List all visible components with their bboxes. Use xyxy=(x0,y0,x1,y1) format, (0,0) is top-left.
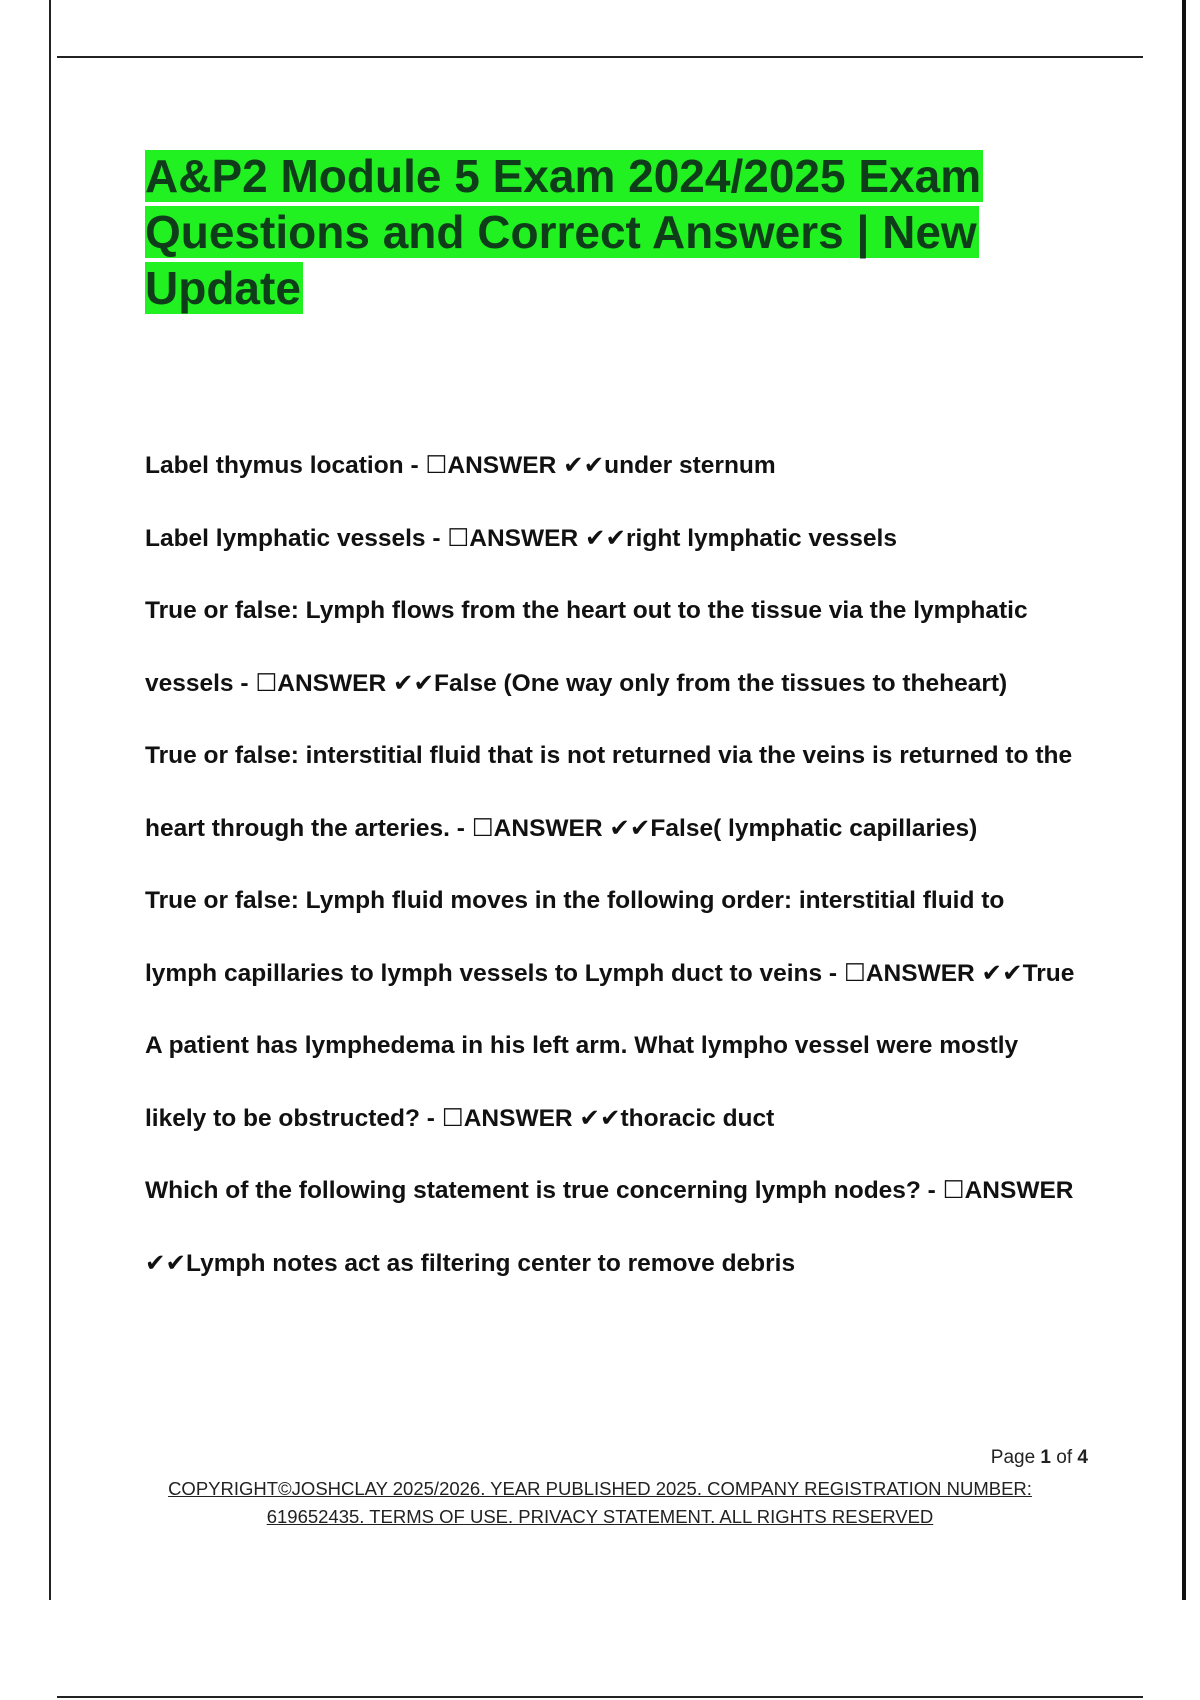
page-border-right xyxy=(1182,0,1186,1600)
copyright-notice xyxy=(140,1475,1060,1531)
page-total: 4 xyxy=(1077,1447,1088,1468)
bottom-rule xyxy=(57,1696,1143,1698)
qa-line: heart through the arteries. - ☐ANSWER ✔✔False( lymphatic capillaries) xyxy=(145,814,978,842)
qa-line: likely to be obstructed? - ☐ANSWER ✔✔thoracic duct xyxy=(145,1104,775,1132)
page-current: 1 xyxy=(1040,1447,1051,1468)
document-title xyxy=(145,148,1045,316)
page-label: Page xyxy=(990,1447,1036,1468)
qa-line: vessels - ☐ANSWER ✔✔False (One way only from the tissues to theheart) xyxy=(145,669,1008,697)
title-line: A&P2 Module 5 Exam 2024/2025 Exam xyxy=(145,150,982,202)
qa-line: A patient has lymphedema in his left arm. What lympho vessel were mostly xyxy=(145,1032,1019,1059)
header-rule xyxy=(57,56,1143,58)
qa-line: Which of the following statement is true concerning lymph nodes? - ☐ANSWER xyxy=(145,1177,1074,1204)
page-of: of xyxy=(1056,1447,1073,1468)
copyright-line: COPYRIGHT©JOSHCLAY 2025/2026. YEAR PUBLISHED 2025. COMPANY REGISTRATION NUMBER: xyxy=(168,1478,1032,1499)
qa-line: True or false: Lymph flows from the heart out to the tissue via the lymphatic xyxy=(145,597,1028,624)
qa-line: Label lymphatic vessels - ☐ANSWER ✔✔right lymphatic vessels xyxy=(145,524,897,552)
title-line: Questions and Correct Answers | New xyxy=(145,206,977,258)
qa-line: lymph capillaries to lymph vessels to Lymph duct to veins - ☐ANSWER ✔✔True xyxy=(145,959,1075,987)
page-border-left xyxy=(49,0,51,1600)
qa-line: Label thymus location - ☐ANSWER ✔✔under sternum xyxy=(145,452,776,479)
title-line: Update xyxy=(145,262,301,314)
qa-line: ✔✔Lymph notes act as filtering center to remove debris xyxy=(145,1249,796,1277)
page-number xyxy=(930,1447,1088,1469)
qa-line: True or false: Lymph fluid moves in the following order: interstitial fluid to xyxy=(145,887,1005,914)
question-answer-list xyxy=(145,430,1105,1300)
copyright-line: 619652435. TERMS OF USE. PRIVACY STATEMENT. ALL RIGHTS RESERVED xyxy=(266,1506,934,1527)
qa-line: True or false: interstitial fluid that is not returned via the veins is returned to the xyxy=(145,742,1073,769)
